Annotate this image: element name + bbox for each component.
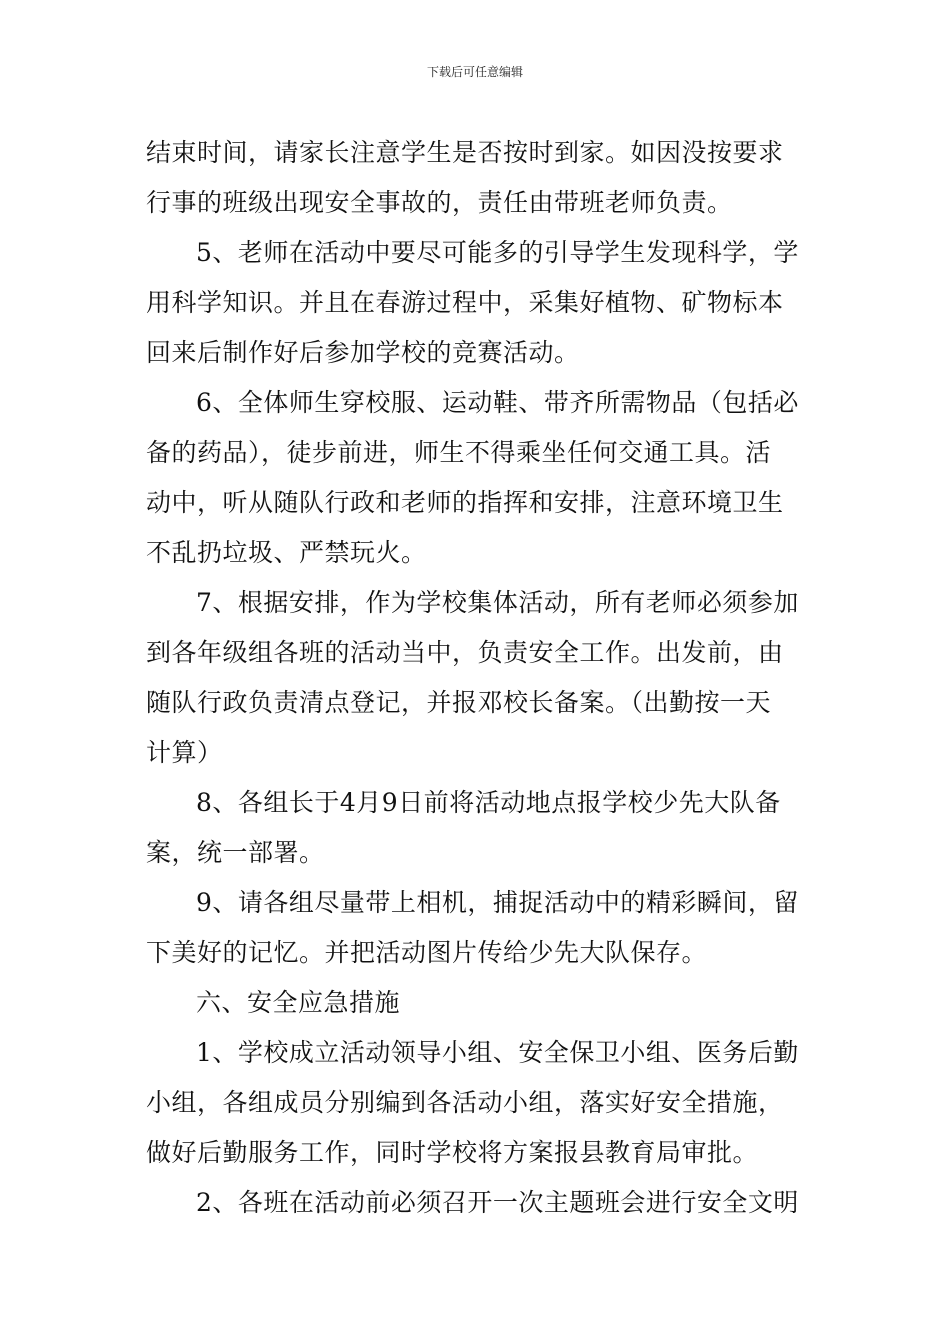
page-header: 下载后可任意编辑 [426, 65, 523, 79]
text-line: 5、老师在活动中要尽可能多的引导学生发现科学，学 [196, 238, 799, 267]
text-line: 回来后制作好后参加学校的竞赛活动。 [146, 338, 580, 367]
text-line: 用科学知识。并且在春游过程中，采集好植物、矿物标本 [146, 288, 784, 317]
paragraph-measure-2 [146, 1178, 816, 1228]
text-line: 小组，各组成员分别编到各活动小组，落实好安全措施， [146, 1088, 784, 1117]
text-line: 6、全体师生穿校服、运动鞋、带齐所需物品（包括必 [196, 388, 799, 417]
section-heading [146, 978, 816, 1028]
text-line: 动中，听从随队行政和老师的指挥和安排，注意环境卫生 [146, 488, 784, 517]
paragraph-item-7 [146, 578, 816, 778]
paragraph-continuation [146, 128, 816, 228]
text-line: 做好后勤服务工作，同时学校将方案报县教育局审批。 [146, 1138, 759, 1167]
text-line: 案，统一部署。 [146, 838, 325, 867]
document-body [146, 128, 816, 1228]
paragraph-item-5 [146, 228, 816, 378]
text-line: 1、学校成立活动领导小组、安全保卫小组、医务后勤 [196, 1038, 799, 1067]
text-line: 9、请各组尽量带上相机，捕捉活动中的精彩瞬间，留 [196, 888, 799, 917]
text-line: 备的药品），徒步前进，师生不得乘坐任何交通工具。活 [146, 438, 772, 467]
text-line: 随队行政负责清点登记，并报邓校长备案。（出勤按一天 [146, 688, 772, 717]
text-line: 到各年级组各班的活动当中，负责安全工作。出发前，由 [146, 638, 784, 667]
paragraph-item-8 [146, 778, 816, 878]
paragraph-measure-1 [146, 1028, 816, 1178]
paragraph-item-6 [146, 378, 816, 578]
text-line: 结束时间，请家长注意学生是否按时到家。如因没按要求 [146, 138, 784, 167]
paragraph-item-9 [146, 878, 816, 978]
text-line: 下美好的记忆。并把活动图片传给少先大队保存。 [146, 938, 708, 967]
text-line: 行事的班级出现安全事故的，责任由带班老师负责。 [146, 188, 733, 217]
text-line: 8、各组长于4月9日前将活动地点报学校少先大队备 [196, 788, 781, 817]
text-line: 不乱扔垃圾、严禁玩火。 [146, 538, 427, 567]
text-line: 7、根据安排，作为学校集体活动，所有老师必须参加 [196, 588, 799, 617]
text-line: 2、各班在活动前必须召开一次主题班会进行安全文明 [196, 1188, 799, 1217]
text-line: 计算） [146, 738, 223, 767]
text-line: 六、安全应急措施 [196, 988, 401, 1017]
